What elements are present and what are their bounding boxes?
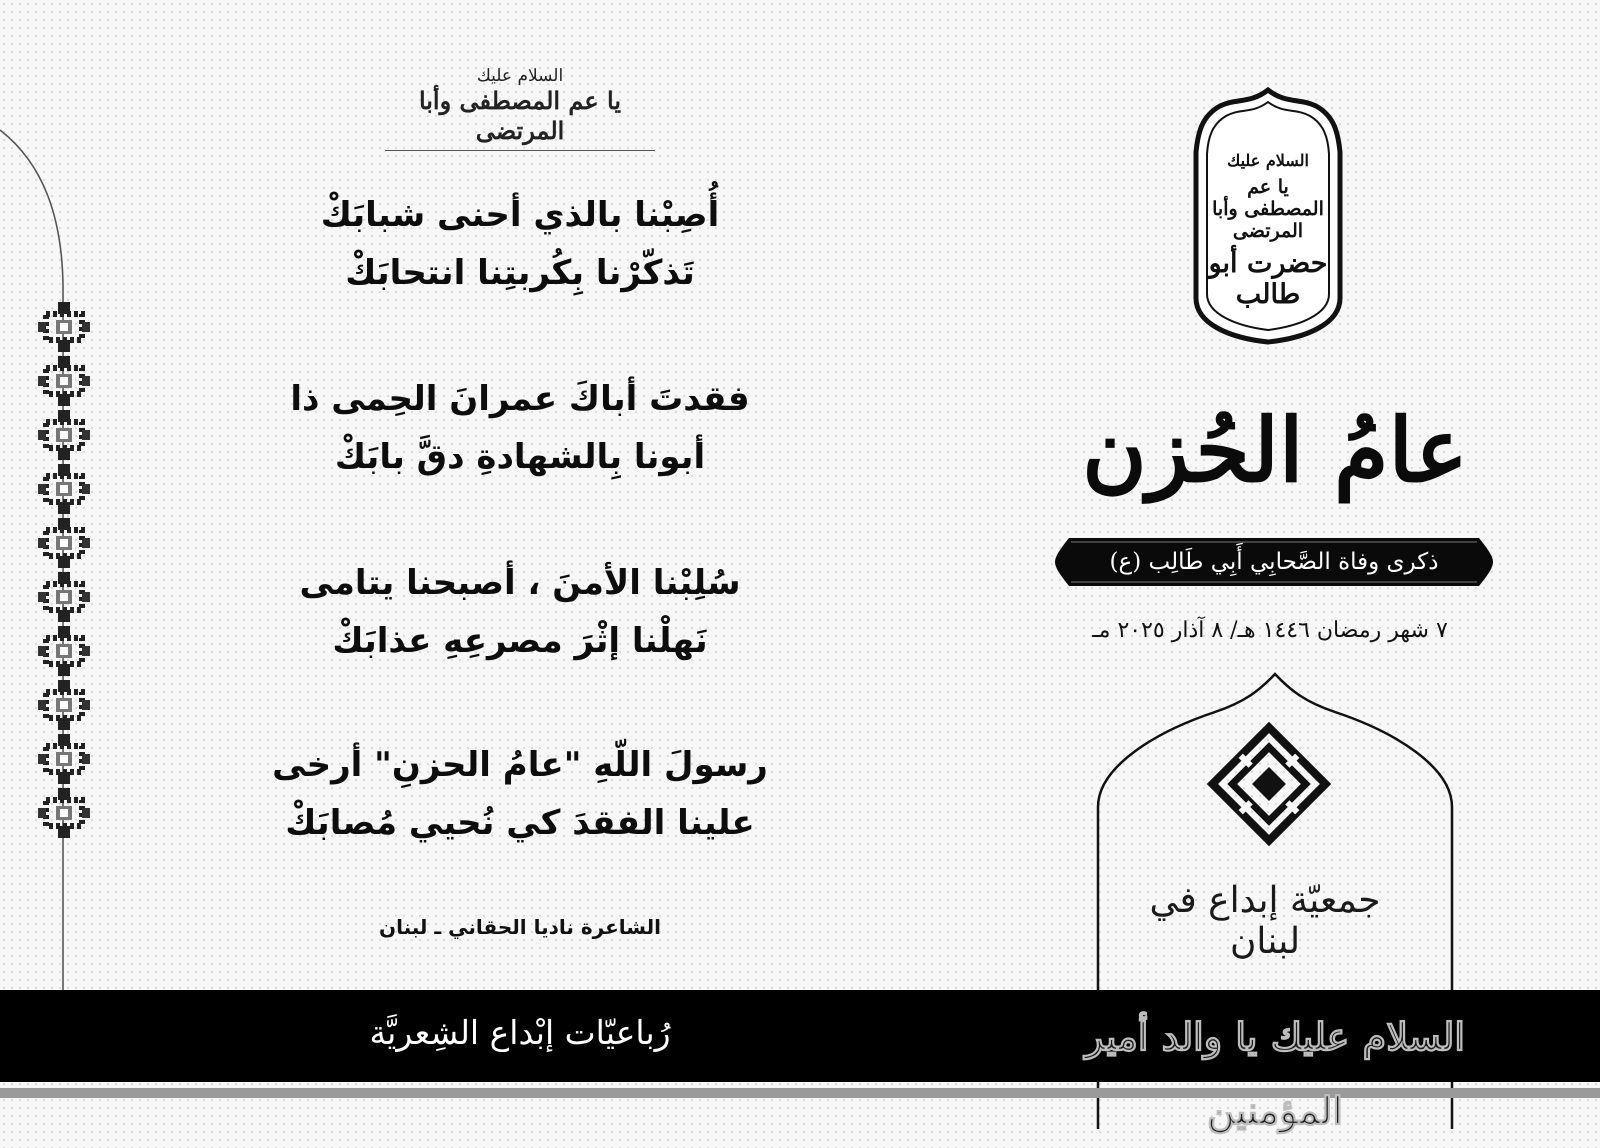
shrine-calligraphy [1205,145,1331,315]
title-calligraphy: عامُ الحُزن [1082,398,1468,502]
collection-title: رُباعيّات إبْداع الشِعريَّة [369,1013,671,1052]
salute-main-text: يا عم المصطفى وأبا المرتضى [385,86,655,151]
salute-calligraphy [385,66,655,151]
salute-small-text: السلام عليك [476,66,564,86]
banner-text: ذكرى وفاة الصَّحابِي أَبِي طَالِب (ع) [1109,549,1439,575]
verse-line: سُلِبْنا الأمنَ ، أصبحنا يتامى [299,563,741,603]
verse-line: فقدتَ أباكَ عمرانَ الحِمى ذا [290,379,750,419]
verse-4 [230,736,810,852]
verse-2 [230,370,810,486]
verse-1 [230,186,810,302]
poem-panel [230,60,810,960]
association-name: جمعيّة إبداع في لبنان [1149,880,1381,962]
imam-salute-calligraphy: السلام عليك يا والد أمير المؤمنين [1085,1014,1465,1133]
diamond-ornament-strip [36,300,92,840]
verse-line: علينا الفقدَ كي نُحيي مُصابَكْ [285,803,755,843]
date-line: ٧ شهر رمضان ١٤٤٦ هـ/ ٨ آذار ٢٠٢٥ مـ [1092,618,1448,643]
verse-line: رسولَ اللّهِ "عامُ الحزنِ" أرخى [272,745,768,785]
verse-3 [230,554,810,670]
verse-line: أُصِبْنا بالذي أحنى شبابَكْ [320,195,720,235]
verse-line: تَذكّرْنا بِكُربتِنا انتحابَكْ [345,253,695,293]
verse-line: نَهلْنا إثْرَ مصرعِهِ عذابَكْ [332,621,708,661]
shrine-line-2: يا عم المصطفى وأبا المرتضى [1212,175,1324,242]
poet-credit: الشاعرة ناديا الحقاني ـ لبنان [379,915,661,939]
shrine-line-3: حضرت أبو طالب [1208,247,1328,310]
kufic-emblem [1205,720,1333,848]
verse-line: أبونا بِالشهادةِ دقَّ بابَكْ [334,437,706,477]
shrine-line-1: السلام عليك [1227,150,1309,170]
